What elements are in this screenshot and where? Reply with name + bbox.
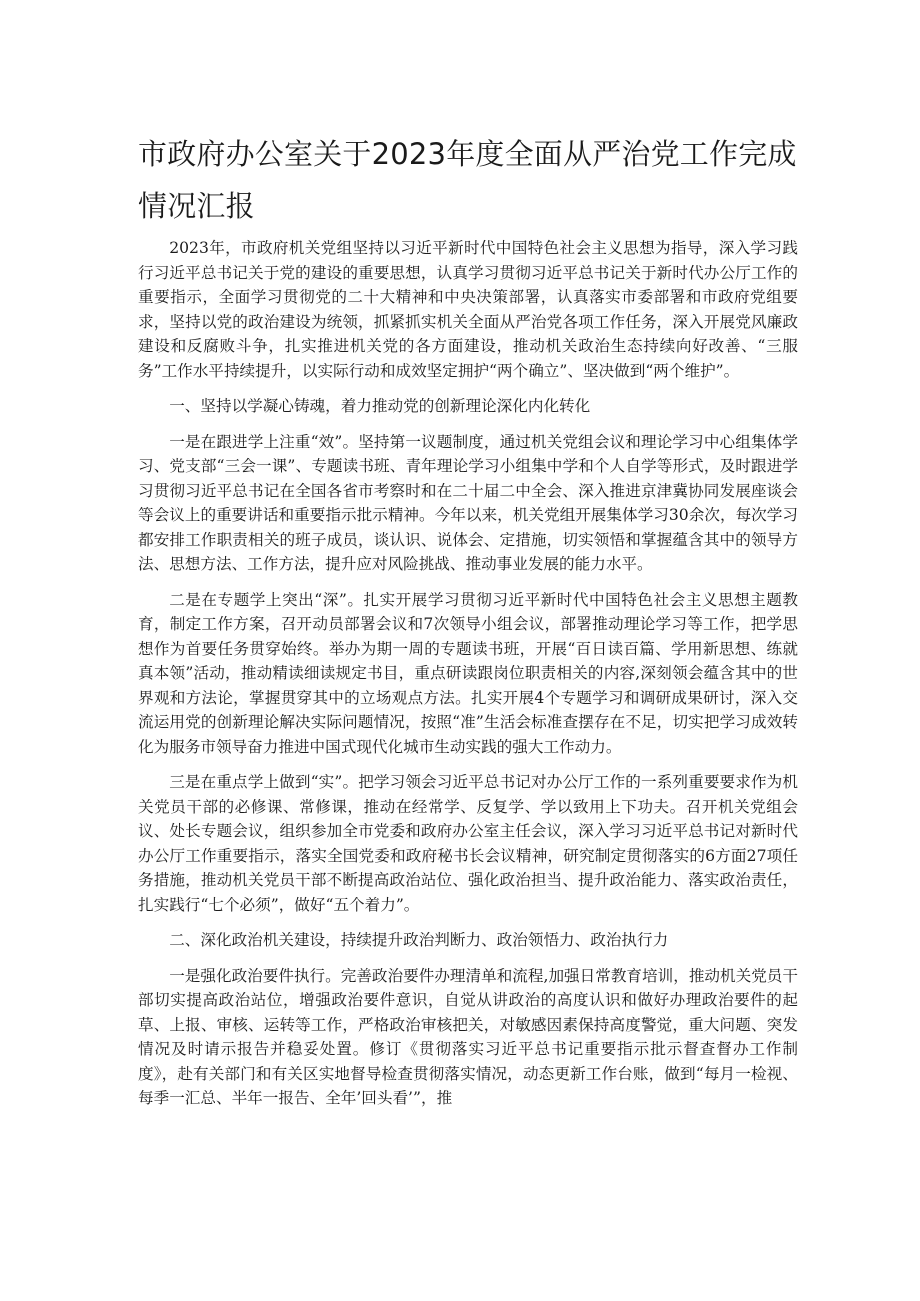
section-1-paragraph-1: 一是在跟进学上注重“效”。坚持第一议题制度，通过机关党组会议和理论学习中心组集体学习、党支部“三会一课”、专题读书班、青年理论学习小组集中学和个人自学等形式，及时跟进学习贯彻习近平总书记在全国各省市考察时和在二十届二中全会、深入推进京津冀协同发展座谈会等会议上的重要讲话和重要指示批示精神。今年以来，机关党组开展集体学习30余次，每次学习都安排工作职责相关的班子成员，谈认识、说体会、定措施，切实领悟和掌握蕴含其中的领导方法、思想方法、工作方法，提升应对风险挑战、推动事业发展的能力水平。 — [138, 432, 798, 573]
section-2-heading: 二、深化政治机关建设，持续提升政治判断力、政治领悟力、政治执行力 — [169, 931, 669, 949]
section-1-paragraph-3: 三是在重点学上做到“实”。把学习领会习近平总书记对办公厅工作的一系列重要要求作为机关党员干部的必修课、常修课，推动在经常学、反复学、学以致用上下功夫。召开机关党组会议、处长专题会议，组织参加全市党委和政府办公室主任会议，深入学习习近平总书记对新时代办公厅工作重要指示，落实全国党委和政府秘书长会议精神，研究制定贯彻落实的6方面27项任务措施，推动机关党员干部不断提高政治站位、强化政治担当、提升政治能力、落实政治责任，扎实践行“七个必须”，做好“五个着力”。 — [138, 773, 798, 914]
document-title-line-1: 市政府办公室关于2023年度全面从严治党工作完成 — [138, 137, 797, 171]
document-body — [138, 236, 798, 1122]
section-2-paragraph-1: 一是强化政治要件执行。完善政治要件办理清单和流程,加强日常教育培训，推动机关党员干部切实提高政治站位，增强政治要件意识，自觉从讲政治的高度认识和做好办理政治要件的起草、上报、审核、运转等工作，严格政治审核把关，对敏感因素保持高度警觉，重大问题、突发情况及时请示报告并稳妥处置。修订《贯彻落实习近平总书记重要指示批示督查督办工作制度》，赴有关部门和有关区实地督导检查贯彻落实情况，动态更新工作台账，做到“每月一检视、每季一汇总、半年一报告、全年’回头看’”，推 — [138, 966, 798, 1107]
document-title-line-2: 情况汇报 — [138, 189, 255, 223]
section-1-heading: 一、坚持以学凝心铸魂，着力推动党的创新理论深化内化转化 — [169, 397, 591, 415]
document-title — [138, 128, 798, 232]
intro-paragraph: 2023年，市政府机关党组坚持以习近平新时代中国特色社会主义思想为指导，深入学习践行习近平总书记关于党的建设的重要思想，认真学习贯彻习近平总书记关于新时代办公厅工作的重要指示，全面学习贯彻党的二十大精神和中央决策部署，认真落实市委部署和市政府党组要求，坚持以党的政治建设为统领，抓紧抓实机关全面从严治党各项工作任务，深入开展党风廉政建设和反腐败斗争，扎实推进机关党的各方面建设，推动机关政治生态持续向好改善、“三服务”工作水平持续提升，以实际行动和成效坚定拥护“两个确立”、坚决做到“两个维护”。 — [138, 239, 798, 380]
section-1-paragraph-2: 二是在专题学上突出“深”。扎实开展学习贯彻习近平新时代中国特色社会主义思想主题教育，制定工作方案，召开动员部署会议和7次领导小组会议，部署推动理论学习等工作，把学思想作为首要任务贯穿始终。举办为期一周的专题读书班，开展“百日读百篇、学用新思想、练就真本领”活动，推动精读细读规定书目，重点研读跟岗位职责相关的内容,深刻领会蕴含其中的世界观和方法论，掌握贯穿其中的立场观点方法。扎实开展4个专题学习和调研成果研讨，深入交流运用党的创新理论解决实际问题情况，按照“准”生活会标准查摆存在不足，切实把学习成效转化为服务市领导奋力推进中国式现代化城市生动实践的强大工作动力。 — [138, 590, 798, 756]
